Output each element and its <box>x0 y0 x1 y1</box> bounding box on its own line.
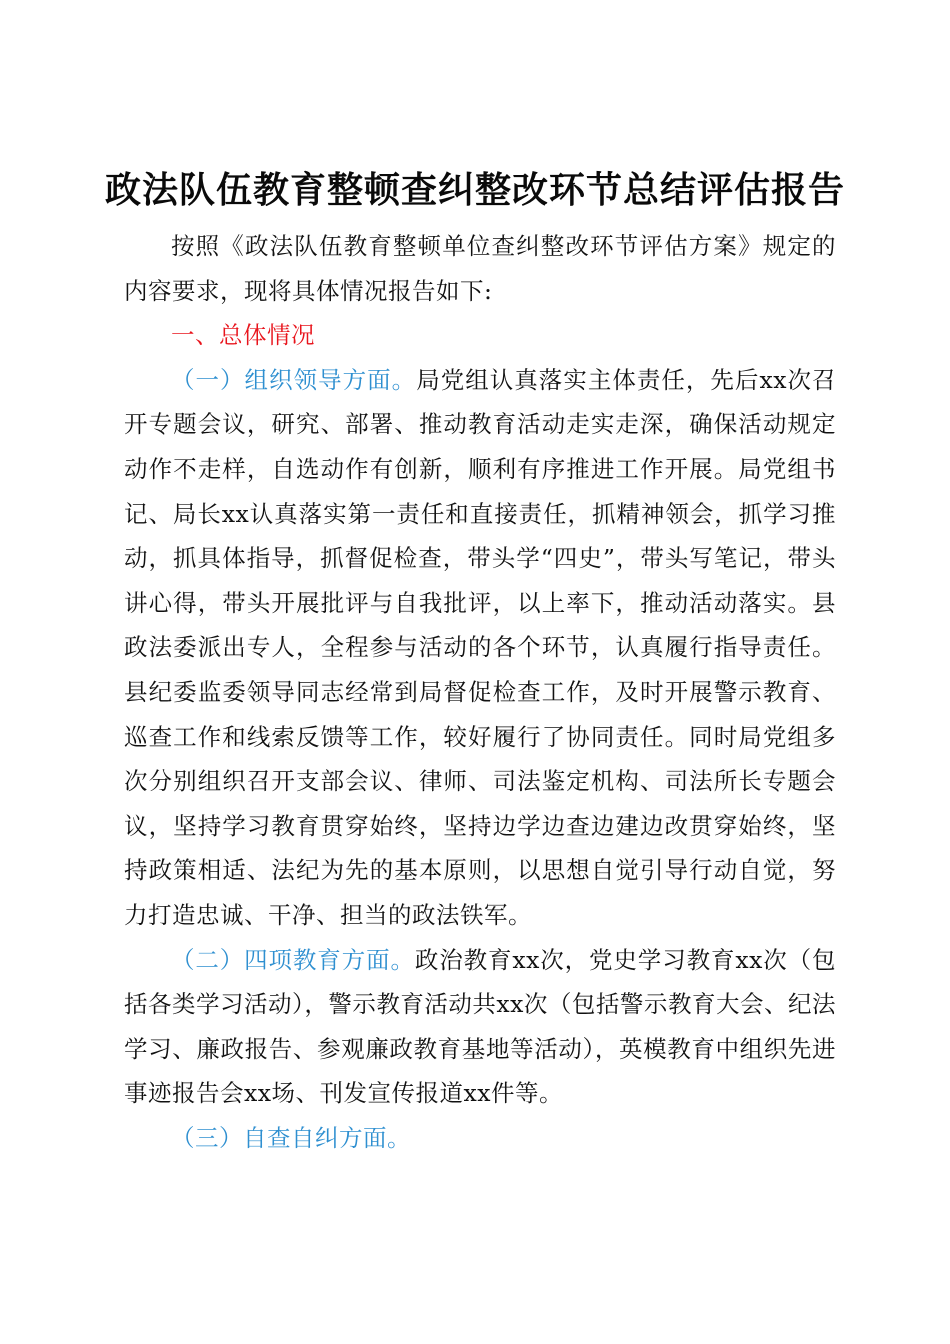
document-title: 政法队伍教育整顿查纠整改环节总结评估报告 <box>104 169 845 212</box>
document-body <box>124 224 836 1160</box>
paragraph-text-organization-leadership: 局党组认真落实主体责任，先后xx次召开专题会议，研究、部署、推动教育活动走实走深，确保活动规定动作不走样，自选动作有创新，顺利有序推进工作开展。局党组书记、局长xx认真落实第一责任和直接责任，抓精神领会，抓学习推动，抓具体指导，抓督促检查，带头学“四史”，带头写笔记，带头讲心得，带头开展批评与自我批评，以上率下，推动活动落实。县政法委派出专人，全程参与活动的各个环节，认真履行指导责任。县纪委监委领导同志经常到局督促检查工作，及时开展警示教育、巡查工作和线索反馈等工作，较好履行了协同责任。同时局党组多次分别组织召开支部会议、律师、司法鉴定机构、司法所长专题会议，坚持学习教育贯穿始终，坚持边学边查边建边改贯穿始终，坚持政策相适、法纪为先的基本原则，以思想自觉引导行动自觉，努力打造忠诚、干净、担当的政法铁军。 <box>124 365 836 929</box>
paragraph-four-education <box>124 938 836 1116</box>
paragraph-text-four-education: 政治教育xx次，党史学习教育xx次（包括各类学习活动），警示教育活动共xx次（包括警示教育大会、纪法学习、廉政报告、参观廉政教育基地等活动），英模教育中组织先进事迹报告会xx场、刊发宣传报道xx件等。 <box>124 945 837 1108</box>
intro-paragraph: 按照《政法队伍教育整顿单位查纠整改环节评估方案》规定的内容要求，现将具体情况报告如下: <box>124 232 836 305</box>
paragraph-organization-leadership <box>124 358 836 938</box>
section-heading-text: 一、总体情况 <box>171 321 315 350</box>
subheading-organization-leadership: （一）组织领导方面。 <box>171 365 417 394</box>
paragraph-self-inspection <box>124 1116 836 1161</box>
subheading-self-inspection: （三）自查自纠方面。 <box>171 1123 411 1152</box>
subheading-four-education: （二）四项教育方面。 <box>171 945 415 974</box>
section-heading <box>124 313 836 358</box>
